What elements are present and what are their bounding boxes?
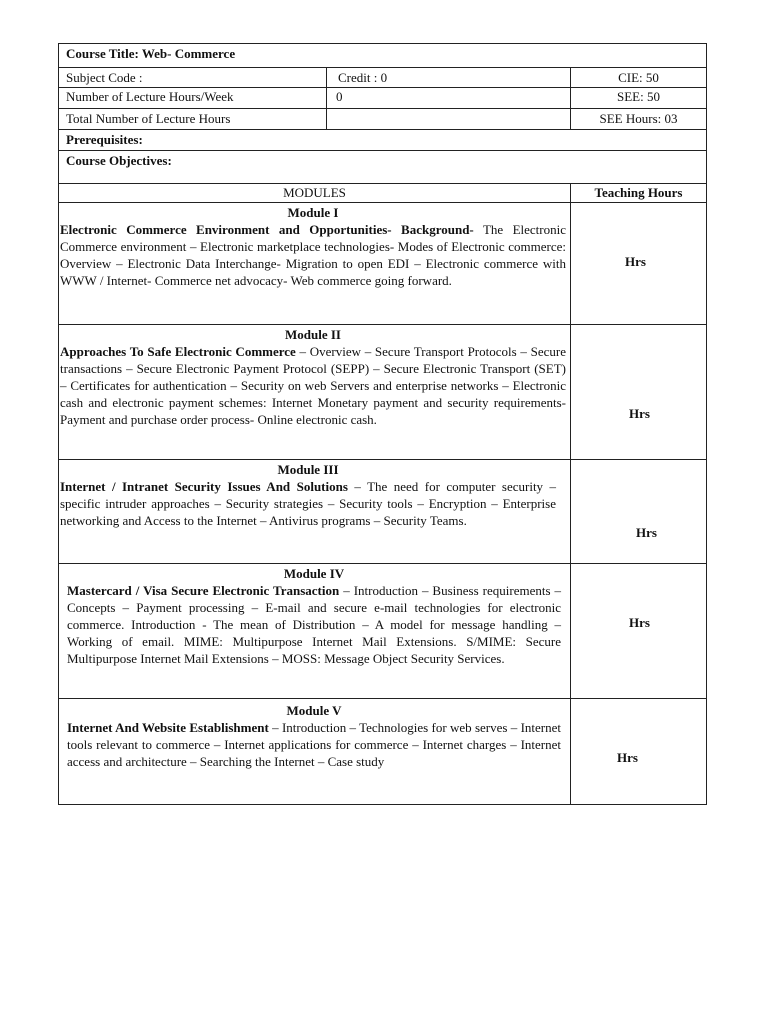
module-body: – Introduction – Technologies for web serves – Internet tools relevant to commerce – Internet applications for commerce – Internet charges – Internet access and architecture – Searching the Internet – Case study [67, 720, 561, 769]
module-heading: Electronic Commerce Environment and Opportunities- Background- [60, 222, 474, 237]
module-hours: Hrs [629, 406, 650, 421]
lecture-hours-week-label: Number of Lecture Hours/Week [66, 89, 234, 104]
module-hours: Hrs [629, 615, 650, 630]
subject-code-label: Subject Code : [66, 70, 143, 85]
module-row [59, 325, 706, 460]
module-body: – Overview – Secure Transport Protocols – Secure transactions – Secure Electronic Payment Protocol (SEPP) – Secure Electronic Transport (SET) – Certificates for authentication – Security on web Servers and enterprise networks – Electronic cash and electronic payment schemes: Internet Monetary payment and security requirements- Payment and purchase order process- Online electronic cash. [60, 344, 566, 427]
module-hours-cell [570, 460, 706, 563]
module-row [59, 460, 706, 564]
see-hours-value: SEE Hours: 03 [570, 109, 706, 129]
module-title: Module V [286, 703, 342, 718]
module-heading: Approaches To Safe Electronic Commerce [60, 344, 296, 359]
objectives-row [59, 151, 706, 184]
module-hours-cell [570, 699, 706, 804]
module-hours: Hrs [636, 525, 657, 540]
module-body: – Introduction – Business requirements – Concepts – Payment processing – E-mail and secure e-mail technologies for electronic commerce. Introduction - The mean of Distribution – A model for message handling – Working of email. MIME: Multipurpose Internet Mail Extensions. S/MIME: Secure Multipurpose Internet Mail Extensions – MOSS: Message Object Security Services. [67, 583, 562, 666]
module-heading: Mastercard / Visa Secure Electronic Transaction [67, 583, 340, 598]
module-hours-cell [570, 564, 706, 698]
module-content [59, 203, 569, 289]
teaching-hours-header: Teaching Hours [570, 184, 706, 202]
prerequisites-row [59, 130, 706, 151]
course-title-row [59, 44, 706, 68]
module-row [59, 203, 706, 325]
module-hours: Hrs [625, 254, 646, 269]
total-lecture-hours-value [326, 109, 570, 129]
cie-value: CIE: 50 [570, 68, 706, 87]
module-heading: Internet / Intranet Security Issues And Solutions [60, 479, 348, 494]
lecture-hours-week-row [59, 88, 706, 109]
module-content [59, 325, 569, 428]
module-content [59, 564, 569, 667]
module-hours-cell [570, 203, 706, 324]
module-title: Module III [277, 462, 339, 477]
total-lecture-hours-label: Total Number of Lecture Hours [66, 111, 231, 126]
total-lecture-hours-row [59, 109, 706, 130]
module-row [59, 564, 706, 699]
lecture-hours-week-value: 0 [326, 88, 570, 108]
course-title: Course Title: Web- Commerce [66, 46, 236, 61]
prerequisites-label: Prerequisites: [66, 132, 143, 147]
module-title: Module II [285, 327, 341, 342]
modules-header: MODULES [283, 185, 346, 200]
syllabus-table [58, 43, 707, 805]
objectives-label: Course Objectives: [66, 153, 172, 168]
module-body: The Electronic Commerce environment – Electronic marketplace technologies- Modes of Electronic commerce: Overview – Electronic Data Interchange- Migration to open EDI – Electronic commerce with WWW / Internet- Commerce net advocacy- Web commerce going forward. [60, 222, 566, 288]
modules-header-row [59, 184, 706, 203]
module-content [59, 699, 569, 770]
see-value: SEE: 50 [570, 88, 706, 108]
module-body: – The need for computer security – specific intruder approaches – Security strategies – Security tools – Encryption – Enterprise networking and Access to the Internet – Antivirus programs – Security Teams. [60, 479, 557, 528]
module-title: Module I [287, 205, 339, 220]
module-row [59, 699, 706, 804]
credit-value: Credit : 0 [326, 68, 570, 87]
module-hours-cell [570, 325, 706, 459]
module-hours: Hrs [617, 750, 638, 765]
module-heading: Internet And Website Establishment [67, 720, 269, 735]
module-title: Module IV [283, 566, 345, 581]
module-content [59, 460, 569, 529]
subject-code-row [59, 68, 706, 88]
